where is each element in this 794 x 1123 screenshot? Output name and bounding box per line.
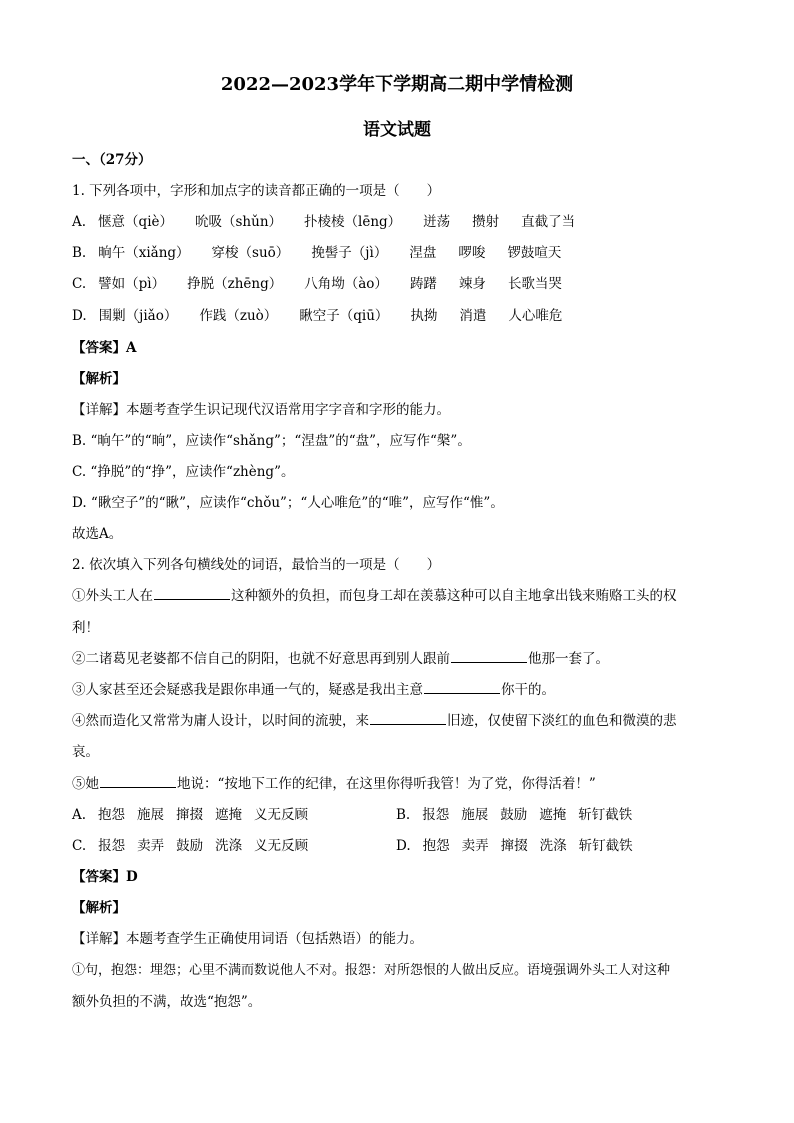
option-word: 瞅空子（qiū）: [299, 308, 389, 324]
q2-sentence-4-cont: 哀。: [72, 744, 99, 760]
option-word: 鼓励: [176, 838, 204, 854]
q2-sentence-2: [72, 650, 609, 668]
option-word: 斩钉截铁: [578, 838, 633, 854]
option-word: 遮掩: [215, 807, 243, 823]
option-word: 吮吸（shǔn）: [195, 214, 283, 230]
fill-blank: [100, 775, 176, 788]
fill-blank: [424, 681, 500, 694]
option-word: 斩钉截铁: [578, 807, 633, 823]
option-word: 义无反顾: [254, 838, 309, 854]
q1-conclusion: 故选A。: [72, 526, 123, 542]
option-word: 施展: [137, 807, 165, 823]
q2-stem: 2. 依次填入下列各句横线处的词语，最恰当的一项是（ ）: [72, 557, 441, 573]
q2-sentence-4: [72, 712, 677, 730]
option-word: 遮掩: [539, 807, 567, 823]
fill-blank: [451, 650, 527, 663]
option-label: A.: [72, 214, 87, 230]
option-word: 直截了当: [521, 214, 576, 230]
option-word: 撺掇: [176, 807, 204, 823]
option-word: 扑棱棱（lēng）: [304, 214, 402, 230]
q1-option-c: [72, 275, 562, 293]
option-word: 鼓励: [500, 807, 528, 823]
option-word: 消遣: [459, 308, 487, 324]
exam-subtitle: 语文试题: [363, 120, 431, 140]
option-word: 迸荡: [423, 214, 451, 230]
q2-sentence-1: [72, 587, 677, 605]
q1-detail: 【详解】本题考查学生识记现代汉语常用字字音和字形的能力。: [72, 402, 450, 418]
q1-explanation-b: B. “晌午”的“晌”，应读作“shǎng”；“涅盘”的“盘”，应写作“槃”。: [72, 433, 471, 449]
q2-detail: 【详解】本题考查学生正确使用词语（包括熟语）的能力。: [72, 931, 423, 947]
q2-explanation-1: ①句，抱怨：埋怨；心里不满而数说他人不对。报怨：对所怨恨的人做出反应。语境强调外头工人对这种: [72, 963, 671, 978]
q2-explanation-1-cont: 额外负担的不满，故选“抱怨”。: [72, 994, 262, 1010]
option-word: 抱怨: [422, 838, 450, 854]
option-label: C.: [72, 276, 87, 292]
q2-sentence-5: [72, 775, 596, 793]
q2-sentence-3: [72, 681, 555, 699]
option-label: D.: [396, 838, 411, 854]
q2-option-b: [396, 806, 632, 824]
q1-answer: 【答案】A: [72, 340, 137, 356]
option-word: 作践（zuò）: [199, 308, 278, 324]
sentence-text: 地说：“按地下工作的纪律，在这里你得听我管！为了党，你得活着！”: [177, 776, 596, 792]
option-word: 挽髻子（jì）: [311, 245, 388, 261]
option-word: 洗涤: [215, 838, 243, 854]
fill-blank: [154, 587, 230, 600]
option-word: 人心唯危: [508, 308, 563, 324]
option-label: B.: [396, 807, 411, 823]
q1-analysis-label: 【解析】: [72, 371, 126, 387]
q1-option-d: [72, 307, 562, 325]
option-word: 围剿（jiǎo）: [98, 308, 178, 324]
q2-option-d: [396, 837, 633, 855]
option-word: 啰唆: [458, 245, 486, 261]
q2-option-c: [72, 837, 308, 855]
option-word: 挣脱（zhēng）: [187, 276, 283, 292]
option-word: 锣鼓喧天: [507, 245, 562, 261]
option-word: 八角坳（ào）: [304, 276, 388, 292]
q1-option-b: [72, 244, 561, 262]
sentence-text: 你干的。: [501, 682, 555, 698]
option-word: 卖弄: [137, 838, 165, 854]
option-word: 洗涤: [539, 838, 567, 854]
option-label: B.: [72, 245, 87, 261]
option-word: 长歌当哭: [507, 276, 562, 292]
option-word: 报怨: [98, 838, 126, 854]
option-word: 抱怨: [98, 807, 126, 823]
option-word: 执拗: [410, 308, 438, 324]
option-word: 义无反顾: [254, 807, 309, 823]
sentence-text: ④然而造化又常常为庸人设计，以时间的流驶，来: [72, 713, 369, 729]
option-word: 施展: [461, 807, 489, 823]
q2-analysis-label: 【解析】: [72, 900, 126, 916]
q1-option-a: [72, 213, 575, 231]
option-word: 竦身: [458, 276, 486, 292]
option-word: 报怨: [422, 807, 450, 823]
option-label: C.: [72, 838, 87, 854]
option-word: 涅盘: [409, 245, 437, 261]
option-word: 踌躇: [409, 276, 437, 292]
q2-answer: 【答案】D: [72, 869, 138, 885]
q2-sentence-1-cont: 利！: [72, 620, 99, 636]
sentence-text: ③人家甚至还会疑惑我是跟你串通一气的，疑惑是我出主意: [72, 682, 423, 698]
sentence-text: ⑤她: [72, 776, 99, 792]
sentence-text: ①外头工人在: [72, 588, 153, 604]
q1-explanation-c: C. “挣脱”的“挣”，应读作“zhèng”。: [72, 464, 295, 480]
option-label: A.: [72, 807, 87, 823]
option-word: 撺掇: [500, 838, 528, 854]
sentence-text: 他那一套了。: [528, 651, 609, 667]
q2-option-a: [72, 806, 308, 824]
q1-stem: 1. 下列各项中，字形和加点字的读音都正确的一项是（ ）: [72, 183, 441, 199]
option-word: 卖弄: [461, 838, 489, 854]
sentence-text: ②二诸葛见老婆都不信自己的阴阳，也就不好意思再到别人跟前: [72, 651, 450, 667]
fill-blank: [370, 712, 446, 725]
sentence-text: 旧迹，仅使留下淡红的血色和微漠的悲: [447, 713, 677, 729]
option-word: 譬如（pì）: [98, 276, 166, 292]
option-word: 晌午（xiǎng）: [98, 245, 190, 261]
sentence-text: 这种额外的负担，而包身工却在羡慕这种可以自主地拿出钱来贿赂工头的权: [231, 588, 677, 604]
q1-explanation-d: D. “瞅空子”的“瞅”，应读作“chǒu”；“人心唯危”的“唯”，应写作“惟”。: [72, 495, 504, 511]
exam-title: 2022—2023学年下学期高二期中学情检测: [220, 74, 574, 95]
option-label: D.: [72, 308, 87, 324]
section-heading: 一、（27分）: [72, 152, 152, 168]
option-word: 惬意（qiè）: [98, 214, 173, 230]
option-word: 穿梭（suō）: [211, 245, 290, 261]
option-word: 攒射: [472, 214, 500, 230]
